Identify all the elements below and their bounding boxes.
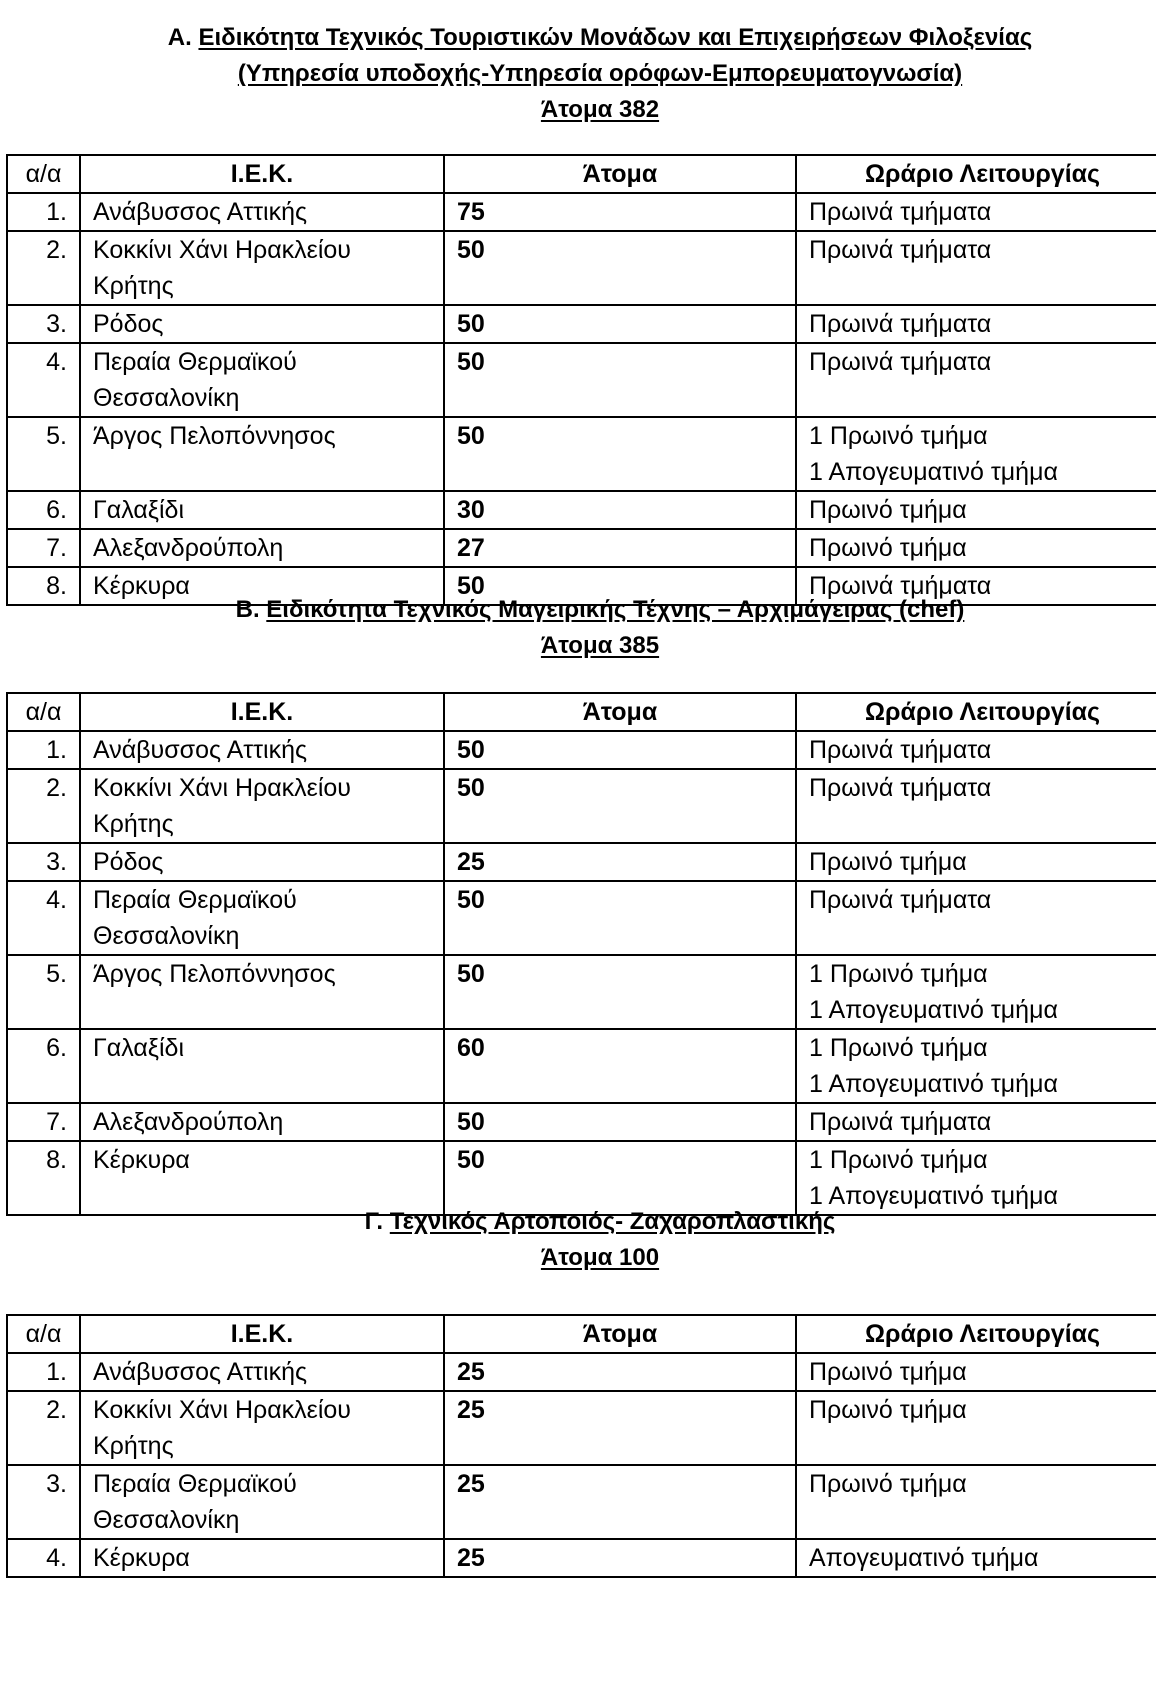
hours-line: Πρωινά τμήματα — [809, 310, 992, 338]
table-header-row — [7, 693, 1156, 731]
people-count: 50 — [444, 305, 796, 343]
section-c-people: Άτομα 100 — [540, 1244, 660, 1271]
iek-name: Κοκκίνι Χάνι Ηρακλείου Κρήτης — [80, 769, 444, 843]
people-count: 50 — [444, 1103, 796, 1141]
section-a-title — [0, 20, 1156, 128]
people-count: 50 — [444, 417, 796, 491]
table-row — [7, 305, 1156, 343]
hours-line: 1 Απογευματινό τμήμα — [809, 1182, 1058, 1210]
people-count: 25 — [444, 1391, 796, 1465]
iek-name: Ανάβυσσος Αττικής — [80, 731, 444, 769]
operating-hours — [796, 305, 1156, 343]
row-number: 4. — [7, 343, 80, 417]
people-count: 50 — [444, 231, 796, 305]
row-number: 3. — [7, 305, 80, 343]
table-row — [7, 1029, 1156, 1103]
hours-line: Πρωινό τμήμα — [809, 534, 967, 562]
header-iek: Ι.Ε.Κ. — [80, 693, 444, 731]
iek-name: Άργος Πελοπόννησος — [80, 955, 444, 1029]
header-aa: α/α — [7, 1315, 80, 1353]
row-number: 6. — [7, 491, 80, 529]
row-number: 4. — [7, 1539, 80, 1577]
table-row — [7, 1465, 1156, 1539]
iek-name: Περαία Θερμαϊκού Θεσσαλονίκη — [80, 343, 444, 417]
table-row — [7, 731, 1156, 769]
hours-line: 1 Πρωινό τμήμα — [809, 1146, 988, 1174]
section-b-table — [6, 692, 1156, 1216]
row-number: 7. — [7, 1103, 80, 1141]
header-count: Άτομα — [444, 693, 796, 731]
table-header-row — [7, 155, 1156, 193]
operating-hours — [796, 1029, 1156, 1103]
row-number: 4. — [7, 881, 80, 955]
hours-line: Πρωινό τμήμα — [809, 496, 967, 524]
row-number: 2. — [7, 769, 80, 843]
iek-name: Άργος Πελοπόννησος — [80, 417, 444, 491]
row-number: 5. — [7, 417, 80, 491]
iek-name: Αλεξανδρούπολη — [80, 1103, 444, 1141]
hours-line: Πρωινά τμήματα — [809, 1108, 992, 1136]
header-hours: Ωράριο Λειτουργίας — [796, 1315, 1156, 1353]
people-count: 25 — [444, 843, 796, 881]
iek-name: Γαλαξίδι — [80, 491, 444, 529]
row-number: 7. — [7, 529, 80, 567]
table-row — [7, 843, 1156, 881]
people-count: 50 — [444, 343, 796, 417]
table-row — [7, 529, 1156, 567]
section-a-people: Άτομα 382 — [540, 96, 660, 123]
section-a-prefix: Α. — [167, 24, 192, 51]
table-row — [7, 491, 1156, 529]
table-row — [7, 231, 1156, 305]
operating-hours — [796, 529, 1156, 567]
iek-name: Κοκκίνι Χάνι Ηρακλείου Κρήτης — [80, 1391, 444, 1465]
people-count: 50 — [444, 769, 796, 843]
hours-line: 1 Πρωινό τμήμα — [809, 422, 988, 450]
row-number: 2. — [7, 231, 80, 305]
operating-hours — [796, 231, 1156, 305]
operating-hours — [796, 955, 1156, 1029]
operating-hours — [796, 343, 1156, 417]
section-c-title — [0, 1204, 1156, 1276]
hours-line: 1 Απογευματινό τμήμα — [809, 996, 1058, 1024]
row-number: 3. — [7, 843, 80, 881]
header-count: Άτομα — [444, 1315, 796, 1353]
section-a-table — [6, 154, 1156, 606]
header-iek: Ι.Ε.Κ. — [80, 155, 444, 193]
iek-name: Ανάβυσσος Αττικής — [80, 1353, 444, 1391]
operating-hours — [796, 1103, 1156, 1141]
table-row — [7, 1103, 1156, 1141]
hours-line: Πρωινά τμήματα — [809, 886, 992, 914]
iek-name: Αλεξανδρούπολη — [80, 529, 444, 567]
hours-line: Πρωινά τμήματα — [809, 774, 992, 802]
section-b-title — [0, 592, 1156, 664]
people-count: 25 — [444, 1539, 796, 1577]
iek-name: Ρόδος — [80, 305, 444, 343]
hours-line: 1 Απογευματινό τμήμα — [809, 1070, 1058, 1098]
row-number: 8. — [7, 567, 80, 605]
table-row — [7, 417, 1156, 491]
hours-line: 1 Απογευματινό τμήμα — [809, 458, 1058, 486]
people-count: 50 — [444, 567, 796, 605]
operating-hours — [796, 1391, 1156, 1465]
row-number: 1. — [7, 1353, 80, 1391]
header-hours: Ωράριο Λειτουργίας — [796, 155, 1156, 193]
people-count: 60 — [444, 1029, 796, 1103]
row-number: 6. — [7, 1029, 80, 1103]
hours-line: Πρωινά τμήματα — [809, 348, 992, 376]
hours-line: Πρωινά τμήματα — [809, 236, 992, 264]
section-a-title-line1: Ειδικότητα Τεχνικός Τουριστικών Μονάδων και Επιχειρήσεων Φιλοξενίας — [198, 24, 1033, 51]
section-b-people: Άτομα 385 — [540, 632, 660, 659]
people-count: 25 — [444, 1465, 796, 1539]
row-number: 3. — [7, 1465, 80, 1539]
row-number: 2. — [7, 1391, 80, 1465]
operating-hours — [796, 1353, 1156, 1391]
people-count: 25 — [444, 1353, 796, 1391]
people-count: 50 — [444, 881, 796, 955]
operating-hours — [796, 881, 1156, 955]
hours-line: Πρωινά τμήματα — [809, 736, 992, 764]
operating-hours — [796, 193, 1156, 231]
section-a-title-line2: (Υπηρεσία υποδοχής-Υπηρεσία ορόφων-Εμπορευματογνωσία) — [237, 60, 963, 87]
people-count: 50 — [444, 1141, 796, 1215]
iek-name: Κέρκυρα — [80, 1141, 444, 1215]
hours-line: Πρωινό τμήμα — [809, 848, 967, 876]
hours-line: Πρωινό τμήμα — [809, 1470, 967, 1498]
hours-line: 1 Πρωινό τμήμα — [809, 960, 988, 988]
people-count: 75 — [444, 193, 796, 231]
hours-line: Πρωινό τμήμα — [809, 1358, 967, 1386]
operating-hours — [796, 1539, 1156, 1577]
operating-hours — [796, 491, 1156, 529]
row-number: 1. — [7, 731, 80, 769]
table-row — [7, 1539, 1156, 1577]
people-count: 30 — [444, 491, 796, 529]
hours-line: Απογευματινό τμήμα — [809, 1544, 1039, 1572]
operating-hours — [796, 417, 1156, 491]
hours-line: Πρωινά τμήματα — [809, 198, 992, 226]
table-row — [7, 1353, 1156, 1391]
table-row — [7, 769, 1156, 843]
table-row — [7, 955, 1156, 1029]
people-count: 50 — [444, 955, 796, 1029]
header-hours: Ωράριο Λειτουργίας — [796, 693, 1156, 731]
operating-hours — [796, 769, 1156, 843]
people-count: 27 — [444, 529, 796, 567]
header-aa: α/α — [7, 155, 80, 193]
row-number: 5. — [7, 955, 80, 1029]
operating-hours — [796, 731, 1156, 769]
iek-name: Κοκκίνι Χάνι Ηρακλείου Κρήτης — [80, 231, 444, 305]
operating-hours — [796, 843, 1156, 881]
header-iek: Ι.Ε.Κ. — [80, 1315, 444, 1353]
iek-name: Κέρκυρα — [80, 1539, 444, 1577]
hours-line: Πρωινά τμήματα — [809, 572, 992, 600]
table-row — [7, 343, 1156, 417]
iek-name: Κέρκυρα — [80, 567, 444, 605]
section-b-title-line1: Ειδικότητα Τεχνικός Μαγειρικής Τέχνης – Αρχιμάγειρας (chef) — [266, 596, 965, 623]
hours-line: 1 Πρωινό τμήμα — [809, 1034, 988, 1062]
section-b-prefix: Β. — [235, 596, 260, 623]
iek-name: Ρόδος — [80, 843, 444, 881]
iek-name: Περαία Θερμαϊκού Θεσσαλονίκη — [80, 881, 444, 955]
row-number: 8. — [7, 1141, 80, 1215]
people-count: 50 — [444, 731, 796, 769]
table-row — [7, 1391, 1156, 1465]
iek-name: Ανάβυσσος Αττικής — [80, 193, 444, 231]
section-c-title-line1: Τεχνικός Αρτοποιός- Ζαχαροπλαστικής — [389, 1208, 836, 1235]
operating-hours — [796, 1465, 1156, 1539]
section-c-prefix: Γ. — [364, 1208, 384, 1235]
iek-name: Γαλαξίδι — [80, 1029, 444, 1103]
hours-line: Πρωινό τμήμα — [809, 1396, 967, 1424]
iek-name: Περαία Θερμαϊκού Θεσσαλονίκη — [80, 1465, 444, 1539]
table-header-row — [7, 1315, 1156, 1353]
section-c-table — [6, 1314, 1156, 1578]
table-row — [7, 193, 1156, 231]
row-number: 1. — [7, 193, 80, 231]
table-row — [7, 881, 1156, 955]
header-count: Άτομα — [444, 155, 796, 193]
header-aa: α/α — [7, 693, 80, 731]
